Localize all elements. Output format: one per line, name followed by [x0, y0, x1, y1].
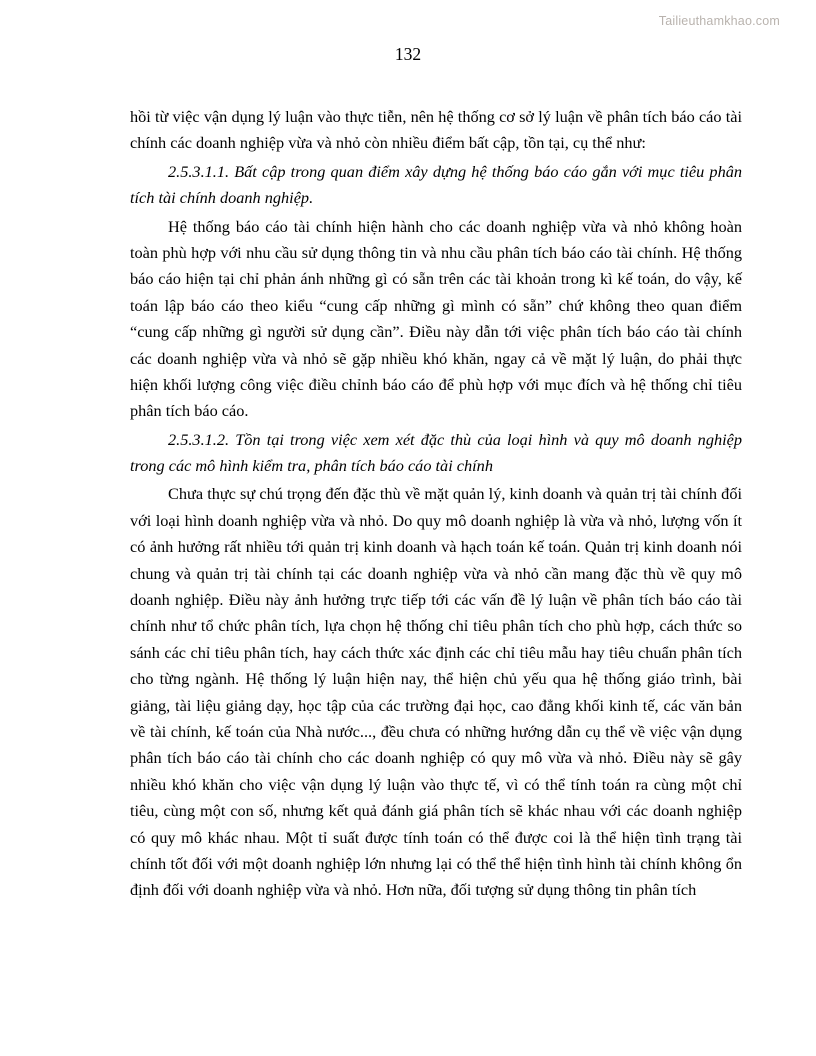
page-number: 132: [394, 44, 422, 64]
section-heading-2-5-3-1-1: 2.5.3.1.1. Bất cập trong quan điểm xây dựng hệ thống báo cáo gắn với mục tiêu phân tích tài chính doanh nghiệp.: [130, 161, 742, 208]
page-content: [130, 104, 742, 904]
watermark-text: Tailieuthamkhao.com: [658, 14, 780, 28]
paragraph-body: Chưa thực sự chú trọng đến đặc thù về mặt quản lý, kinh doanh và quản trị tài chính đối với loại hình doanh nghiệp vừa và nhỏ. Do quy mô doanh nghiệp là vừa và nhỏ, lượng vốn ít có ảnh hưởng rất nhiều tới quản trị kinh doanh và hạch toán kế toán. Quản trị kinh doanh nói chung và quản trị tài chính tại các doanh nghiệp vừa và nhỏ cần mang đặc thù về quy mô doanh nghiệp. Điều này ảnh hưởng trực tiếp tới các vấn đề lý luận về phân tích báo cáo tài chính như tổ chức phân tích, lựa chọn hệ thống chỉ tiêu phân tích cho phù hợp, cách thức so sánh các chỉ tiêu phân tích, hay cách thức xác định các chỉ tiêu mẫu hay tiêu chuẩn phân tích cho từng ngành. Hệ thống lý luận hiện nay, thể hiện chủ yếu qua hệ thống giáo trình, bài giảng, tài liệu giảng dạy, học tập của các trường đại học, cao đẳng khối kinh tế, các văn bản về tài chính, kế toán của Nhà nước..., đều chưa có những hướng dẫn cụ thể về việc vận dụng phân tích báo cáo tài chính cho các doanh nghiệp có quy mô vừa và nhỏ. Điều này sẽ gây nhiều khó khăn cho việc vận dụng lý luận vào thực tế, vì có thể tính toán ra cùng một chỉ tiêu, cùng một con số, nhưng kết quả đánh giá phân tích sẽ khác nhau với các doanh nghiệp có quy mô khác nhau. Một tỉ suất được tính toán có thể được coi là thể hiện tình trạng tài chính tốt đối với một doanh nghiệp lớn nhưng lại có thể thể hiện tình hình tài chính không ổn định đối với doanh nghiệp vừa và nhỏ. Hơn nữa, đối tượng sử dụng thông tin phân tích: [130, 484, 742, 900]
paragraph-body: hồi từ việc vận dụng lý luận vào thực tiễn, nên hệ thống cơ sở lý luận về phân tích báo cáo tài chính các doanh nghiệp vừa và nhỏ còn nhiều điểm bất cập, tồn tại, cụ thể như:: [130, 107, 742, 153]
section-heading-2-5-3-1-2: 2.5.3.1.2. Tồn tại trong việc xem xét đặc thù của loại hình và quy mô doanh nghiệp trong các mô hình kiểm tra, phân tích báo cáo tài chính: [130, 429, 742, 476]
paragraph-body: Hệ thống báo cáo tài chính hiện hành cho các doanh nghiệp vừa và nhỏ không hoàn toàn phù hợp với nhu cầu sử dụng thông tin và nhu cầu phân tích báo cáo tài chính. Hệ thống báo cáo hiện tại chỉ phản ánh những gì có sẵn trên các tài khoản trong kì kế toán, do vậy, kế toán lập báo cáo theo kiểu “cung cấp những gì mình có sẵn” chứ không theo quan điểm “cung cấp những gì người sử dụng cần”. Điều này dẫn tới việc phân tích báo cáo tài chính các doanh nghiệp vừa và nhỏ sẽ gặp nhiều khó khăn, ngay cả về mặt lý luận, do phải thực hiện khối lượng công việc điều chỉnh báo cáo để phù hợp với mục đích và hệ thống chỉ tiêu phân tích báo cáo.: [130, 216, 742, 421]
